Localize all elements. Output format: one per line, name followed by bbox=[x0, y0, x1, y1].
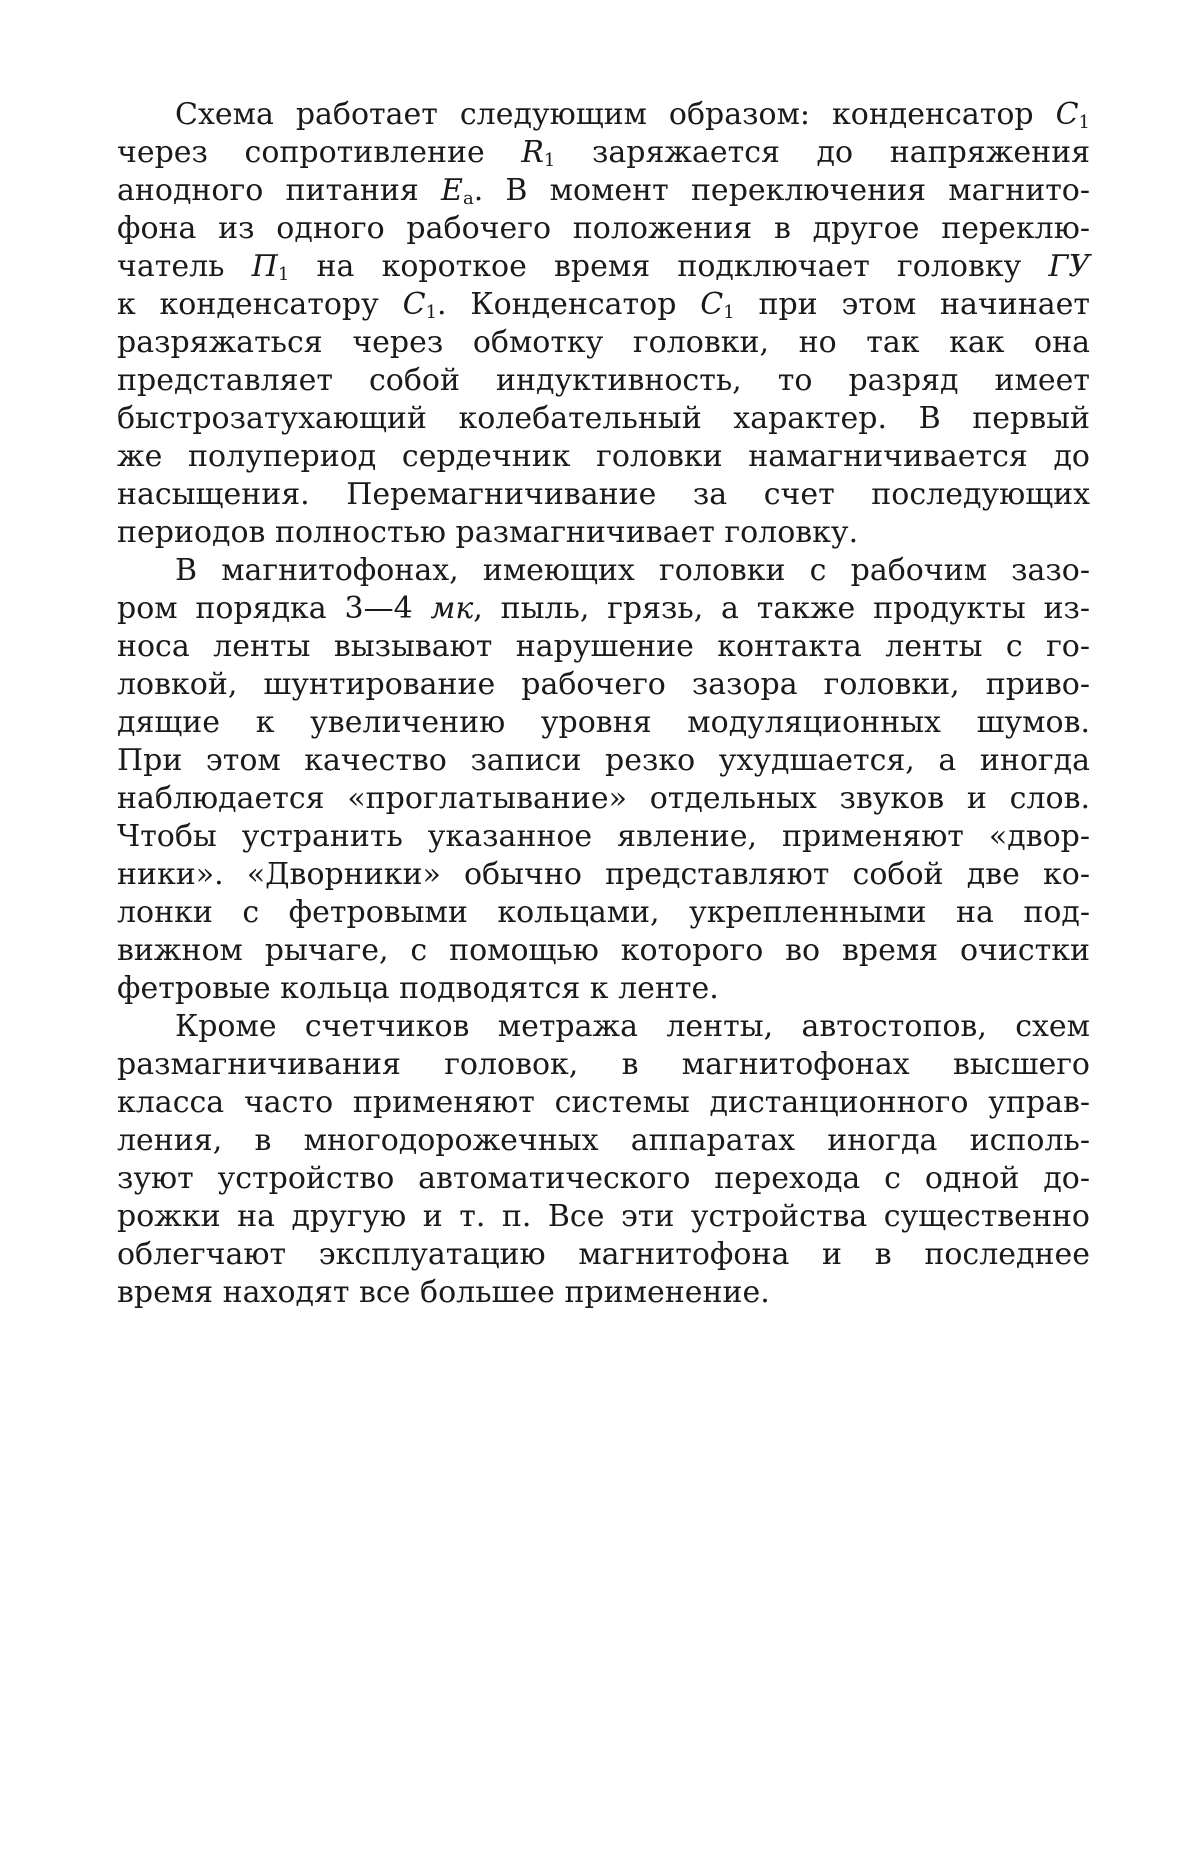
text-run: анодного питания bbox=[117, 173, 442, 208]
italic-symbol: R bbox=[521, 135, 544, 170]
text-run: лонки с фетровыми кольцами, укрепленными на под- bbox=[117, 895, 1090, 930]
text-run: ловкой, шунтирование рабочего зазора головки, приво- bbox=[117, 667, 1090, 702]
text-line bbox=[117, 248, 1090, 286]
text-line bbox=[117, 286, 1090, 324]
paragraph bbox=[117, 96, 1090, 552]
text-run: разряжаться через обмотку головки, но так как она bbox=[117, 325, 1090, 360]
text-run: размагничивания головок, в магнитофонах высшего bbox=[117, 1047, 1090, 1082]
italic-symbol: C bbox=[700, 287, 724, 322]
text-line bbox=[117, 628, 1090, 666]
subscript: 1 bbox=[277, 264, 290, 285]
text-run: зуют устройство автоматического перехода с одной до- bbox=[117, 1161, 1090, 1196]
text-line bbox=[117, 894, 1090, 932]
text-run: насыщения. Перемагничивание за счет последующих bbox=[117, 477, 1090, 512]
text-run: ром порядка 3—4 bbox=[117, 591, 431, 626]
paragraph bbox=[117, 552, 1090, 1008]
text-run: носа ленты вызывают нарушение контакта ленты с го- bbox=[117, 629, 1090, 664]
subscript: 1 bbox=[723, 302, 735, 323]
text-run: наблюдается «проглатывание» отдельных звуков и слов. bbox=[117, 781, 1090, 816]
text-line bbox=[117, 704, 1090, 742]
text-line bbox=[117, 1198, 1090, 1236]
text-run: периодов полностью размагничивает головку. bbox=[117, 515, 859, 550]
text-line bbox=[117, 514, 1090, 552]
text-run: быстрозатухающий колебательный характер. В первый bbox=[117, 401, 1090, 436]
text-line bbox=[117, 172, 1090, 210]
text-run: через сопротивление bbox=[117, 135, 522, 170]
text-line bbox=[117, 1122, 1090, 1160]
text-line bbox=[117, 438, 1090, 476]
text-run: чатель bbox=[117, 249, 252, 284]
text-run: . Конденсатор bbox=[437, 287, 701, 322]
text-line bbox=[117, 1046, 1090, 1084]
text-line bbox=[117, 932, 1090, 970]
text-line bbox=[117, 134, 1090, 172]
italic-symbol: мк bbox=[430, 591, 474, 626]
text-line bbox=[117, 818, 1090, 856]
text-run: дящие к увеличению уровня модуляционных шумов. bbox=[117, 705, 1090, 740]
text-line bbox=[117, 400, 1090, 438]
text-line bbox=[117, 362, 1090, 400]
text-run: рожки на другую и т. п. Все эти устройства существенно bbox=[117, 1199, 1090, 1234]
text-run: при этом начинает bbox=[734, 287, 1090, 322]
text-run: фона из одного рабочего положения в другое переклю- bbox=[117, 211, 1090, 246]
body-text bbox=[117, 96, 1090, 1312]
text-line bbox=[117, 210, 1090, 248]
text-run: ники». «Дворники» обычно представляют собой две ко- bbox=[117, 857, 1090, 892]
text-run: В магнитофонах, имеющих головки с рабочим зазо- bbox=[175, 553, 1090, 588]
italic-symbol: C bbox=[402, 287, 426, 322]
text-line bbox=[117, 1160, 1090, 1198]
text-line bbox=[117, 1236, 1090, 1274]
text-line bbox=[117, 96, 1090, 134]
text-line bbox=[117, 552, 1090, 590]
text-line bbox=[117, 970, 1090, 1008]
text-run: , пыль, грязь, а также продукты из- bbox=[473, 591, 1090, 626]
subscript: 1 bbox=[543, 150, 556, 171]
text-run: Схема работает следующим образом: конденсатор bbox=[175, 97, 1056, 132]
text-run: фетровые кольца подводятся к ленте. bbox=[117, 971, 719, 1006]
text-line bbox=[117, 1274, 1090, 1312]
text-line bbox=[117, 666, 1090, 704]
text-line bbox=[117, 476, 1090, 514]
text-line bbox=[117, 742, 1090, 780]
italic-symbol: C bbox=[1055, 97, 1079, 132]
text-run: на короткое время подключает головку bbox=[289, 249, 1049, 284]
subscript: а bbox=[462, 188, 474, 209]
text-run: представляет собой индуктивность, то разряд имеет bbox=[117, 363, 1090, 398]
text-run: заряжается до напряжения bbox=[555, 135, 1090, 170]
text-line bbox=[117, 590, 1090, 628]
text-line bbox=[117, 324, 1090, 362]
text-line bbox=[117, 780, 1090, 818]
text-run: ления, в многодорожечных аппаратах иногда исполь- bbox=[117, 1123, 1090, 1158]
text-line bbox=[117, 1008, 1090, 1046]
text-run: вижном рычаге, с помощью которого во время очистки bbox=[117, 933, 1090, 968]
subscript: 1 bbox=[425, 302, 438, 323]
text-run: При этом качество записи резко ухудшается, а иногда bbox=[117, 743, 1090, 778]
italic-symbol: ГУ bbox=[1048, 249, 1090, 284]
text-run: Кроме счетчиков метража ленты, автостопов, схем bbox=[175, 1009, 1090, 1044]
italic-symbol: П bbox=[251, 249, 278, 284]
text-run: к конденсатору bbox=[117, 287, 403, 322]
text-run: облегчают эксплуатацию магнитофона и в последнее bbox=[117, 1237, 1090, 1272]
paragraph bbox=[117, 1008, 1090, 1312]
text-run: время находят все большее применение. bbox=[117, 1275, 770, 1310]
text-run: класса часто применяют системы дистанционного управ- bbox=[117, 1085, 1090, 1120]
text-line bbox=[117, 856, 1090, 894]
text-line bbox=[117, 1084, 1090, 1122]
italic-symbol: E bbox=[441, 173, 463, 208]
subscript: 1 bbox=[1078, 112, 1090, 133]
text-run: . В момент переключения магнито- bbox=[473, 173, 1090, 208]
text-run: Чтобы устранить указанное явление, применяют «двор- bbox=[117, 819, 1090, 854]
text-run: же полупериод сердечник головки намагничивается до bbox=[117, 439, 1090, 474]
